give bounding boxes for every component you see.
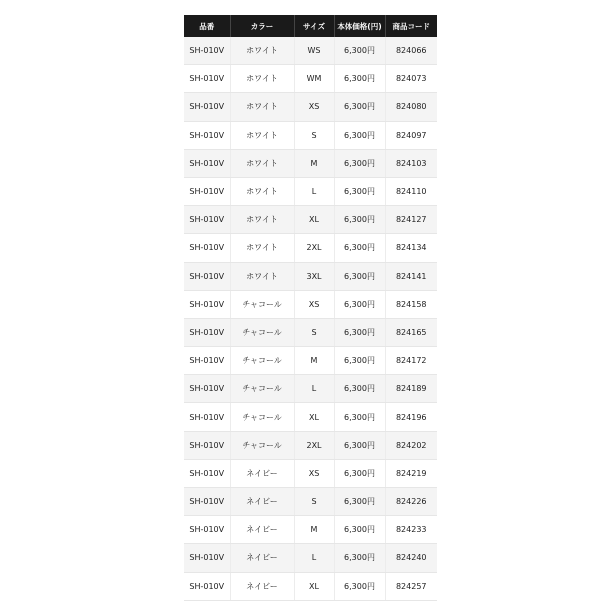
table-row xyxy=(184,37,437,65)
cell-size: XS xyxy=(294,93,334,121)
cell-product-code: 824240 xyxy=(385,544,437,572)
cell-price: 6,300円 xyxy=(334,318,385,346)
header-size: サイズ xyxy=(294,15,334,37)
cell-color: ホワイト xyxy=(230,177,294,205)
cell-price: 6,300円 xyxy=(334,459,385,487)
cell-color: ネイビー xyxy=(230,516,294,544)
header-color: カラー xyxy=(230,15,294,37)
cell-color: ホワイト xyxy=(230,234,294,262)
cell-price: 6,300円 xyxy=(334,488,385,516)
cell-product-code: 824073 xyxy=(385,65,437,93)
cell-price: 6,300円 xyxy=(334,234,385,262)
cell-price: 6,300円 xyxy=(334,149,385,177)
cell-product-number: SH-010V xyxy=(184,375,230,403)
table-body xyxy=(184,37,437,600)
cell-product-number: SH-010V xyxy=(184,262,230,290)
table-row xyxy=(184,149,437,177)
cell-color: チャコール xyxy=(230,403,294,431)
cell-size: XL xyxy=(294,572,334,600)
table-row xyxy=(184,177,437,205)
cell-color: ホワイト xyxy=(230,93,294,121)
cell-size: XS xyxy=(294,290,334,318)
cell-product-number: SH-010V xyxy=(184,544,230,572)
header-product-number: 品番 xyxy=(184,15,230,37)
cell-price: 6,300円 xyxy=(334,37,385,65)
cell-size: L xyxy=(294,177,334,205)
cell-price: 6,300円 xyxy=(334,65,385,93)
cell-product-number: SH-010V xyxy=(184,431,230,459)
cell-product-number: SH-010V xyxy=(184,403,230,431)
cell-product-code: 824158 xyxy=(385,290,437,318)
cell-color: ネイビー xyxy=(230,459,294,487)
cell-price: 6,300円 xyxy=(334,177,385,205)
cell-product-code: 824189 xyxy=(385,375,437,403)
cell-product-code: 824134 xyxy=(385,234,437,262)
cell-color: ネイビー xyxy=(230,488,294,516)
cell-product-number: SH-010V xyxy=(184,149,230,177)
cell-size: 2XL xyxy=(294,234,334,262)
cell-color: ネイビー xyxy=(230,572,294,600)
cell-product-code: 824066 xyxy=(385,37,437,65)
table-row xyxy=(184,403,437,431)
table-row xyxy=(184,121,437,149)
cell-product-code: 824219 xyxy=(385,459,437,487)
cell-size: M xyxy=(294,347,334,375)
cell-size: WM xyxy=(294,65,334,93)
cell-size: S xyxy=(294,488,334,516)
cell-product-code: 824103 xyxy=(385,149,437,177)
cell-price: 6,300円 xyxy=(334,206,385,234)
cell-color: ホワイト xyxy=(230,121,294,149)
cell-product-number: SH-010V xyxy=(184,93,230,121)
cell-size: L xyxy=(294,544,334,572)
cell-color: チャコール xyxy=(230,290,294,318)
table-row xyxy=(184,347,437,375)
cell-product-code: 824097 xyxy=(385,121,437,149)
cell-color: ホワイト xyxy=(230,149,294,177)
cell-product-code: 824196 xyxy=(385,403,437,431)
cell-product-number: SH-010V xyxy=(184,177,230,205)
cell-product-code: 824226 xyxy=(385,488,437,516)
table-row xyxy=(184,516,437,544)
cell-size: M xyxy=(294,149,334,177)
cell-price: 6,300円 xyxy=(334,121,385,149)
cell-product-code: 824165 xyxy=(385,318,437,346)
cell-product-number: SH-010V xyxy=(184,347,230,375)
cell-product-number: SH-010V xyxy=(184,516,230,544)
cell-price: 6,300円 xyxy=(334,290,385,318)
cell-product-number: SH-010V xyxy=(184,65,230,93)
cell-product-number: SH-010V xyxy=(184,318,230,346)
cell-price: 6,300円 xyxy=(334,93,385,121)
cell-price: 6,300円 xyxy=(334,347,385,375)
cell-product-number: SH-010V xyxy=(184,234,230,262)
table-row xyxy=(184,488,437,516)
cell-size: 2XL xyxy=(294,431,334,459)
cell-color: ホワイト xyxy=(230,262,294,290)
cell-price: 6,300円 xyxy=(334,262,385,290)
cell-size: XL xyxy=(294,206,334,234)
table-row xyxy=(184,431,437,459)
table-header xyxy=(184,15,437,37)
table-row xyxy=(184,544,437,572)
cell-product-number: SH-010V xyxy=(184,206,230,234)
cell-price: 6,300円 xyxy=(334,431,385,459)
cell-product-number: SH-010V xyxy=(184,290,230,318)
header-product-code: 商品コード xyxy=(385,15,437,37)
cell-product-code: 824141 xyxy=(385,262,437,290)
product-spec-table xyxy=(184,15,437,601)
cell-price: 6,300円 xyxy=(334,516,385,544)
cell-product-code: 824172 xyxy=(385,347,437,375)
header-row xyxy=(184,15,437,37)
cell-product-code: 824257 xyxy=(385,572,437,600)
cell-color: チャコール xyxy=(230,318,294,346)
cell-color: チャコール xyxy=(230,347,294,375)
cell-size: 3XL xyxy=(294,262,334,290)
cell-product-code: 824110 xyxy=(385,177,437,205)
cell-product-number: SH-010V xyxy=(184,37,230,65)
table-row xyxy=(184,262,437,290)
table-row xyxy=(184,572,437,600)
table-row xyxy=(184,459,437,487)
table-row xyxy=(184,93,437,121)
cell-price: 6,300円 xyxy=(334,544,385,572)
header-price: 本体価格(円) xyxy=(334,15,385,37)
table-row xyxy=(184,375,437,403)
table-row xyxy=(184,206,437,234)
cell-color: ホワイト xyxy=(230,65,294,93)
table-row xyxy=(184,290,437,318)
cell-size: L xyxy=(294,375,334,403)
cell-product-code: 824233 xyxy=(385,516,437,544)
table-row xyxy=(184,234,437,262)
cell-size: XL xyxy=(294,403,334,431)
cell-color: チャコール xyxy=(230,375,294,403)
cell-product-code: 824202 xyxy=(385,431,437,459)
cell-product-number: SH-010V xyxy=(184,459,230,487)
cell-product-number: SH-010V xyxy=(184,121,230,149)
cell-size: XS xyxy=(294,459,334,487)
cell-size: M xyxy=(294,516,334,544)
cell-price: 6,300円 xyxy=(334,375,385,403)
cell-color: ホワイト xyxy=(230,37,294,65)
cell-product-number: SH-010V xyxy=(184,572,230,600)
cell-size: S xyxy=(294,318,334,346)
cell-product-number: SH-010V xyxy=(184,488,230,516)
cell-price: 6,300円 xyxy=(334,403,385,431)
table-row xyxy=(184,65,437,93)
cell-size: WS xyxy=(294,37,334,65)
cell-price: 6,300円 xyxy=(334,572,385,600)
table-row xyxy=(184,318,437,346)
cell-color: チャコール xyxy=(230,431,294,459)
cell-color: ネイビー xyxy=(230,544,294,572)
cell-size: S xyxy=(294,121,334,149)
cell-product-code: 824127 xyxy=(385,206,437,234)
cell-product-code: 824080 xyxy=(385,93,437,121)
cell-color: ホワイト xyxy=(230,206,294,234)
